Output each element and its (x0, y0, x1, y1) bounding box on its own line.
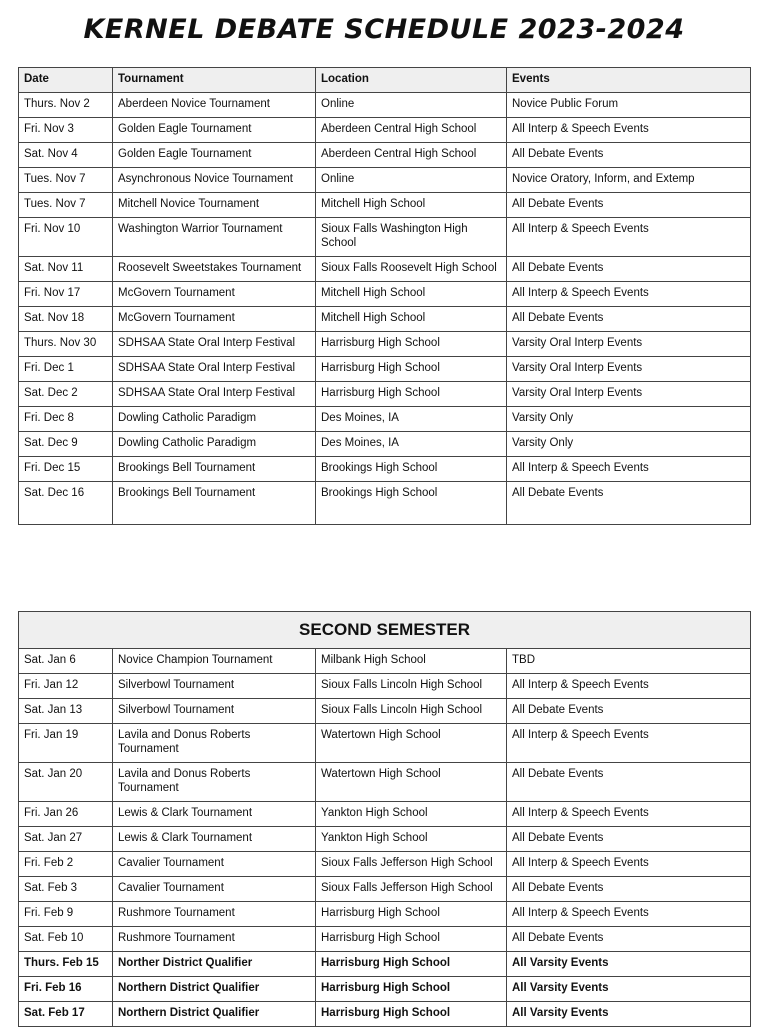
table-row (19, 357, 751, 382)
cell-location: Harrisburg High School (316, 1002, 507, 1027)
table-row (19, 724, 751, 763)
cell-date: Sat. Jan 6 (19, 649, 113, 674)
table-row (19, 257, 751, 282)
table-row (19, 802, 751, 827)
cell-date: Sat. Feb 3 (19, 877, 113, 902)
table-row (19, 902, 751, 927)
cell-date: Sat. Jan 27 (19, 827, 113, 852)
cell-events: All Interp & Speech Events (507, 118, 751, 143)
cell-location: Watertown High School (316, 763, 507, 802)
table-row (19, 649, 751, 674)
cell-events: All Debate Events (507, 763, 751, 802)
cell-date: Thurs. Nov 30 (19, 332, 113, 357)
second-semester-heading: SECOND SEMESTER (19, 612, 751, 649)
cell-events: Varsity Oral Interp Events (507, 332, 751, 357)
cell-tournament: Aberdeen Novice Tournament (113, 93, 316, 118)
cell-date: Sat. Nov 18 (19, 307, 113, 332)
cell-events: All Interp & Speech Events (507, 457, 751, 482)
second-semester-table (18, 611, 751, 1027)
cell-tournament: Mitchell Novice Tournament (113, 193, 316, 218)
cell-tournament: McGovern Tournament (113, 307, 316, 332)
cell-location: Des Moines, IA (316, 407, 507, 432)
semester-banner-row (19, 612, 751, 649)
cell-tournament: Rushmore Tournament (113, 927, 316, 952)
table-row (19, 977, 751, 1002)
cell-events: All Interp & Speech Events (507, 724, 751, 763)
cell-events: All Varsity Events (507, 952, 751, 977)
cell-date: Thurs. Feb 15 (19, 952, 113, 977)
cell-date: Tues. Nov 7 (19, 168, 113, 193)
page-title: KERNEL DEBATE SCHEDULE 2023-2024 (83, 14, 685, 45)
cell-tournament: Silverbowl Tournament (113, 699, 316, 724)
cell-tournament: Norther District Qualifier (113, 952, 316, 977)
cell-date: Thurs. Nov 2 (19, 93, 113, 118)
table-row (19, 407, 751, 432)
table-row (19, 432, 751, 457)
cell-events: Novice Oratory, Inform, and Extemp (507, 168, 751, 193)
cell-events: All Interp & Speech Events (507, 802, 751, 827)
cell-events: All Interp & Speech Events (507, 218, 751, 257)
header-row (19, 68, 751, 93)
cell-tournament: Novice Champion Tournament (113, 649, 316, 674)
cell-events: All Debate Events (507, 699, 751, 724)
cell-date: Sat. Dec 2 (19, 382, 113, 407)
cell-location: Aberdeen Central High School (316, 143, 507, 168)
cell-tournament: Lewis & Clark Tournament (113, 827, 316, 852)
cell-location: Brookings High School (316, 482, 507, 525)
cell-date: Fri. Jan 26 (19, 802, 113, 827)
column-header-events: Events (507, 68, 751, 93)
cell-location: Sioux Falls Washington High School (316, 218, 507, 257)
cell-date: Sat. Jan 13 (19, 699, 113, 724)
cell-events: All Debate Events (507, 827, 751, 852)
column-header-location: Location (316, 68, 507, 93)
cell-location: Watertown High School (316, 724, 507, 763)
cell-date: Fri. Nov 3 (19, 118, 113, 143)
column-header-tournament: Tournament (113, 68, 316, 93)
cell-tournament: Dowling Catholic Paradigm (113, 407, 316, 432)
cell-events: Varsity Oral Interp Events (507, 382, 751, 407)
cell-location: Sioux Falls Roosevelt High School (316, 257, 507, 282)
cell-location: Online (316, 168, 507, 193)
table-row (19, 674, 751, 699)
table-row (19, 699, 751, 724)
cell-location: Mitchell High School (316, 282, 507, 307)
cell-tournament: Brookings Bell Tournament (113, 457, 316, 482)
cell-tournament: SDHSAA State Oral Interp Festival (113, 357, 316, 382)
cell-events: All Interp & Speech Events (507, 852, 751, 877)
table-row (19, 763, 751, 802)
cell-location: Milbank High School (316, 649, 507, 674)
cell-date: Fri. Nov 17 (19, 282, 113, 307)
table-row (19, 1002, 751, 1027)
table-row (19, 93, 751, 118)
cell-location: Mitchell High School (316, 193, 507, 218)
table-row (19, 193, 751, 218)
table-row (19, 118, 751, 143)
cell-location: Harrisburg High School (316, 952, 507, 977)
cell-date: Sat. Feb 17 (19, 1002, 113, 1027)
cell-date: Fri. Feb 2 (19, 852, 113, 877)
table-row (19, 927, 751, 952)
cell-location: Harrisburg High School (316, 382, 507, 407)
cell-events: All Debate Events (507, 927, 751, 952)
cell-location: Sioux Falls Jefferson High School (316, 852, 507, 877)
cell-date: Sat. Nov 4 (19, 143, 113, 168)
table-row (19, 482, 751, 525)
cell-location: Harrisburg High School (316, 902, 507, 927)
table-row (19, 827, 751, 852)
cell-location: Sioux Falls Jefferson High School (316, 877, 507, 902)
cell-date: Fri. Dec 8 (19, 407, 113, 432)
cell-location: Sioux Falls Lincoln High School (316, 674, 507, 699)
table-row (19, 218, 751, 257)
cell-events: All Debate Events (507, 307, 751, 332)
cell-date: Fri. Jan 12 (19, 674, 113, 699)
cell-tournament: Asynchronous Novice Tournament (113, 168, 316, 193)
cell-date: Sat. Feb 10 (19, 927, 113, 952)
cell-events: Varsity Oral Interp Events (507, 357, 751, 382)
cell-events: All Debate Events (507, 143, 751, 168)
table-row (19, 457, 751, 482)
cell-tournament: Roosevelt Sweetstakes Tournament (113, 257, 316, 282)
table-row (19, 852, 751, 877)
first-semester-table (18, 67, 751, 525)
cell-location: Des Moines, IA (316, 432, 507, 457)
cell-tournament: Silverbowl Tournament (113, 674, 316, 699)
cell-events: All Interp & Speech Events (507, 902, 751, 927)
cell-location: Harrisburg High School (316, 357, 507, 382)
cell-tournament: SDHSAA State Oral Interp Festival (113, 332, 316, 357)
cell-events: All Interp & Speech Events (507, 282, 751, 307)
cell-events: Novice Public Forum (507, 93, 751, 118)
cell-events: All Varsity Events (507, 977, 751, 1002)
cell-tournament: Golden Eagle Tournament (113, 118, 316, 143)
table-row (19, 877, 751, 902)
cell-date: Fri. Feb 9 (19, 902, 113, 927)
cell-location: Harrisburg High School (316, 977, 507, 1002)
cell-tournament: Brookings Bell Tournament (113, 482, 316, 525)
cell-date: Sat. Dec 16 (19, 482, 113, 525)
cell-events: All Varsity Events (507, 1002, 751, 1027)
cell-date: Fri. Jan 19 (19, 724, 113, 763)
cell-location: Harrisburg High School (316, 332, 507, 357)
cell-location: Mitchell High School (316, 307, 507, 332)
cell-events: TBD (507, 649, 751, 674)
cell-tournament: Rushmore Tournament (113, 902, 316, 927)
cell-tournament: Lewis & Clark Tournament (113, 802, 316, 827)
cell-location: Online (316, 93, 507, 118)
cell-date: Fri. Nov 10 (19, 218, 113, 257)
cell-events: All Debate Events (507, 482, 751, 525)
cell-location: Yankton High School (316, 827, 507, 852)
table-row (19, 952, 751, 977)
cell-events: Varsity Only (507, 407, 751, 432)
cell-events: All Debate Events (507, 257, 751, 282)
cell-location: Sioux Falls Lincoln High School (316, 699, 507, 724)
table-row (19, 307, 751, 332)
cell-tournament: Dowling Catholic Paradigm (113, 432, 316, 457)
cell-events: All Debate Events (507, 193, 751, 218)
cell-date: Tues. Nov 7 (19, 193, 113, 218)
cell-events: Varsity Only (507, 432, 751, 457)
table-row (19, 382, 751, 407)
cell-events: All Debate Events (507, 877, 751, 902)
table-row (19, 143, 751, 168)
cell-date: Fri. Dec 15 (19, 457, 113, 482)
column-header-date: Date (19, 68, 113, 93)
cell-tournament: SDHSAA State Oral Interp Festival (113, 382, 316, 407)
cell-tournament: Washington Warrior Tournament (113, 218, 316, 257)
cell-tournament: Northern District Qualifier (113, 1002, 316, 1027)
cell-tournament: Lavila and Donus Roberts Tournament (113, 724, 316, 763)
cell-date: Fri. Dec 1 (19, 357, 113, 382)
cell-location: Harrisburg High School (316, 927, 507, 952)
cell-location: Yankton High School (316, 802, 507, 827)
cell-tournament: Cavalier Tournament (113, 852, 316, 877)
cell-date: Sat. Nov 11 (19, 257, 113, 282)
cell-events: All Interp & Speech Events (507, 674, 751, 699)
cell-tournament: McGovern Tournament (113, 282, 316, 307)
table-row (19, 332, 751, 357)
cell-tournament: Lavila and Donus Roberts Tournament (113, 763, 316, 802)
table-row (19, 168, 751, 193)
cell-date: Fri. Feb 16 (19, 977, 113, 1002)
cell-location: Aberdeen Central High School (316, 118, 507, 143)
cell-tournament: Northern District Qualifier (113, 977, 316, 1002)
cell-date: Sat. Dec 9 (19, 432, 113, 457)
cell-location: Brookings High School (316, 457, 507, 482)
cell-tournament: Golden Eagle Tournament (113, 143, 316, 168)
cell-tournament: Cavalier Tournament (113, 877, 316, 902)
table-row (19, 282, 751, 307)
cell-date: Sat. Jan 20 (19, 763, 113, 802)
